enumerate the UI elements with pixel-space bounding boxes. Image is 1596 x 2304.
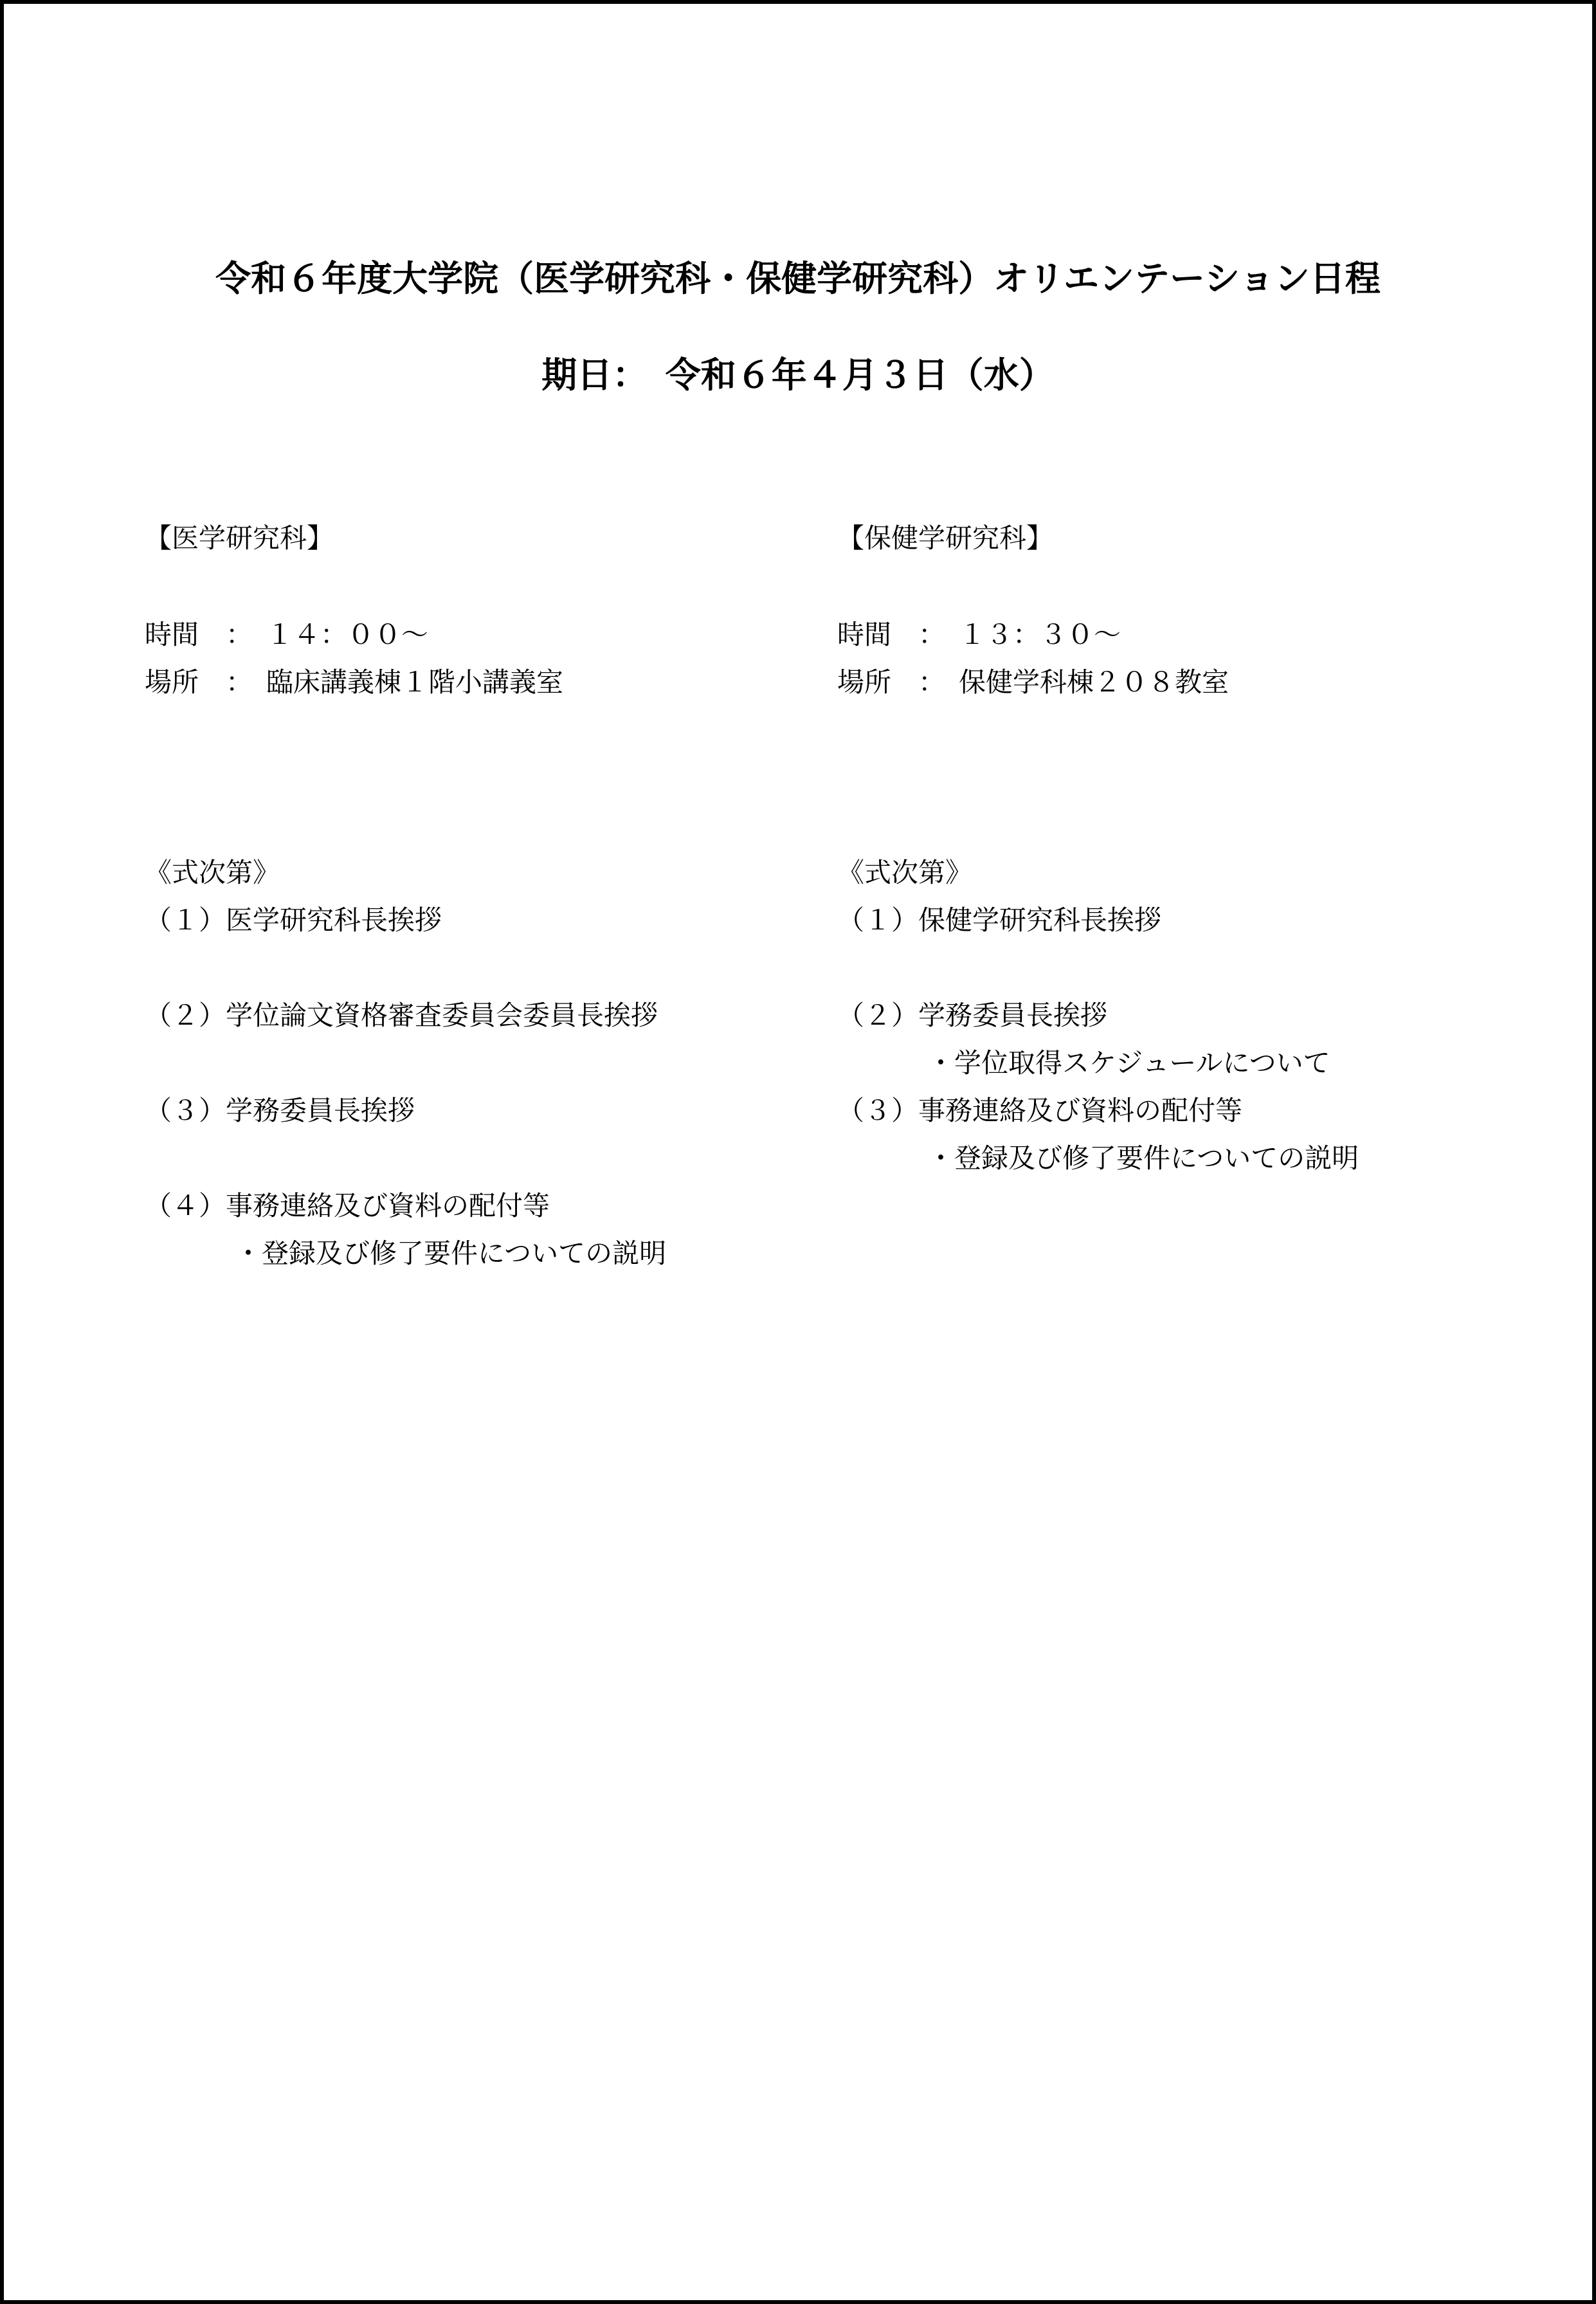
medical-program-heading: 《式次第》 xyxy=(145,857,280,888)
health-place: 場所 ： 保健学科棟２０８教室 xyxy=(837,666,1229,698)
medical-item-3: （３）学務委員長挨拶 xyxy=(145,1095,415,1126)
health-sub-item-1: ・学位取得スケジュールについて xyxy=(927,1047,1330,1079)
health-time: 時間 ： １３：３０～ xyxy=(837,619,1121,650)
medical-place: 場所 ： 臨床講義棟１階小講義室 xyxy=(145,666,564,698)
health-program-heading: 《式次第》 xyxy=(837,857,973,888)
health-item-1: （１）保健学研究科長挨拶 xyxy=(837,904,1162,936)
page-title: 令和６年度大学院（医学研究科・保健学研究科）オリエンテーション日程 xyxy=(215,258,1381,299)
medical-item-2: （２）学位論文資格審査委員会委員長挨拶 xyxy=(145,1000,658,1031)
health-sub-item-2: ・登録及び修了要件についての説明 xyxy=(927,1142,1359,1174)
event-date: 期日： 令和６年４月３日（水） xyxy=(541,354,1055,396)
medical-item-4: （４）事務連絡及び資料の配付等 xyxy=(145,1190,550,1221)
medical-heading: 【医学研究科】 xyxy=(145,522,334,554)
medical-sub-item-1: ・登録及び修了要件についての説明 xyxy=(235,1238,667,1269)
health-item-3: （３）事務連絡及び資料の配付等 xyxy=(837,1095,1243,1126)
medical-time: 時間 ： １４：００～ xyxy=(145,619,429,650)
health-item-2: （２）学務委員長挨拶 xyxy=(837,1000,1108,1031)
medical-item-1: （１）医学研究科長挨拶 xyxy=(145,904,442,936)
health-heading: 【保健学研究科】 xyxy=(837,522,1054,554)
